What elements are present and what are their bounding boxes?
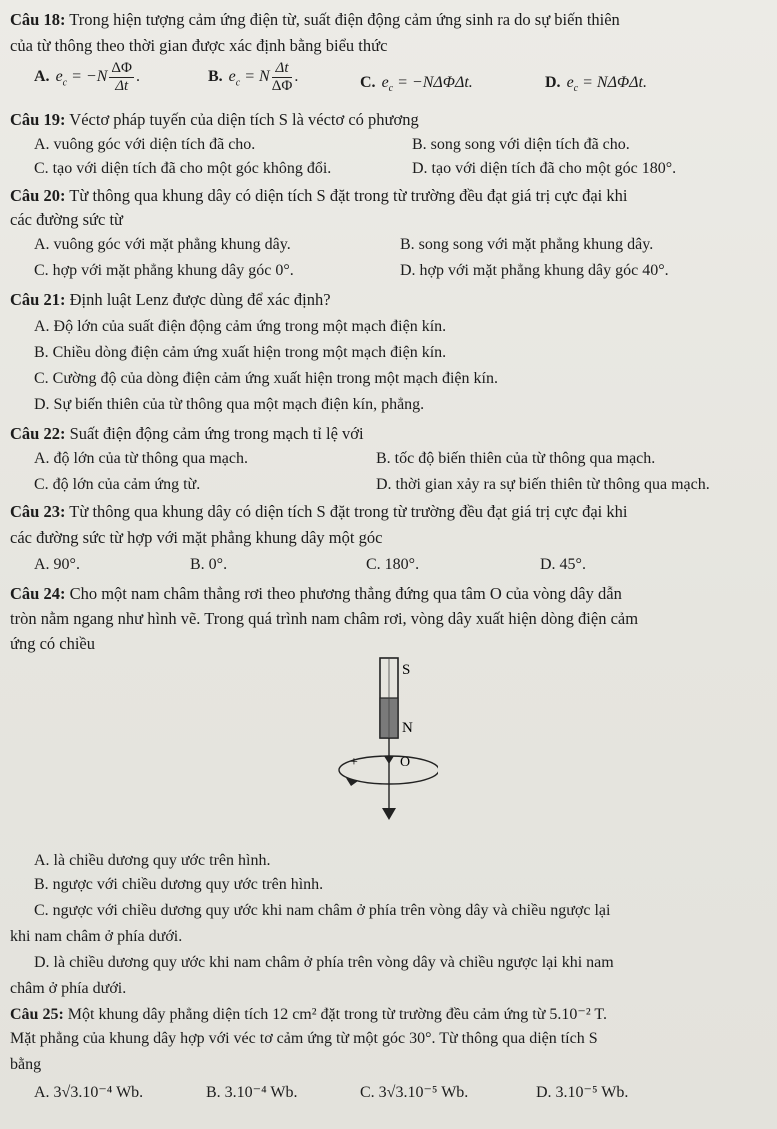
q23-option-b: B. 0°. bbox=[190, 556, 228, 573]
q19-option-d: D. tạo với diện tích đã cho một góc 180°. bbox=[412, 160, 677, 177]
q18-line2: của từ thông theo thời gian được xác định bằng biểu thức bbox=[10, 36, 388, 55]
q25-option-d: D. 3.10⁻⁵ Wb. bbox=[536, 1084, 629, 1101]
label-plus: + bbox=[350, 755, 358, 770]
q20-option-b: B. song song với mặt phẳng khung dây. bbox=[400, 236, 654, 253]
q18-option-b: B. $e_c = N$ $\frac{\Delta t}{\Delta\Phi}$ . bbox=[208, 60, 299, 94]
q19-option-a: A. vuông góc với diện tích đã cho. bbox=[34, 136, 256, 153]
q21-line1: Câu 21: Định luật Lenz được dùng để xác định? bbox=[10, 290, 331, 309]
q24-option-d-line1: D. là chiều dương quy ước khi nam châm ở phía trên vòng dây và chiều ngược lại khi nam bbox=[34, 954, 614, 971]
q23-option-a: A. 90°. bbox=[34, 556, 80, 573]
q22-option-c: C. độ lớn của cảm ứng từ. bbox=[34, 476, 201, 493]
q25-option-b: B. 3.10⁻⁴ Wb. bbox=[206, 1084, 298, 1101]
q24-line3: ứng có chiều bbox=[10, 634, 95, 653]
q20-option-d: D. hợp với mặt phẳng khung dây góc 40°. bbox=[400, 262, 669, 279]
q19-line1: Câu 19: Véctơ pháp tuyến của diện tích S là véctơ có phương bbox=[10, 110, 419, 129]
q19-option-c: C. tạo với diện tích đã cho một góc không đổi. bbox=[34, 160, 332, 177]
q18-option-c: C. $e_c = -N\Delta\Phi\Delta t$. bbox=[360, 74, 473, 95]
q22-option-a: A. độ lớn của từ thông qua mạch. bbox=[34, 450, 248, 467]
q22-option-d: D. thời gian xảy ra sự biến thiên từ thông qua mạch. bbox=[376, 476, 710, 493]
down-arrow-icon bbox=[382, 808, 396, 820]
q25-line1: Câu 25: Một khung dây phẳng diện tích 12 cm² đặt trong từ trường đều cảm ứng từ 5.10⁻² T. bbox=[10, 1006, 607, 1023]
q22-line1: Câu 22: Suất điện động cảm ứng trong mạch tỉ lệ với bbox=[10, 424, 364, 443]
q25-option-a: A. 3√3.10⁻⁴ Wb. bbox=[34, 1084, 144, 1101]
q25-line3: bằng bbox=[10, 1056, 42, 1073]
q18-option-d: D. $e_c = N\Delta\Phi\Delta t$. bbox=[545, 74, 647, 95]
q20-option-a: A. vuông góc với mặt phẳng khung dây. bbox=[34, 236, 291, 253]
q24-option-c-line1: C. ngược với chiều dương quy ước khi nam châm ở phía trên vòng dây và chiều ngược lại bbox=[34, 902, 611, 919]
q23-line1: Câu 23: Từ thông qua khung dây có diện tích S đặt trong từ trường đều đạt giá trị cực đại khi bbox=[10, 502, 628, 521]
q20-line1: Câu 20: Từ thông qua khung dây có diện tích S đặt trong từ trường đều đạt giá trị cực đại khi bbox=[10, 186, 628, 205]
q24-option-b: B. ngược với chiều dương quy ước trên hình. bbox=[34, 876, 324, 893]
q23-option-c: C. 180°. bbox=[366, 556, 420, 573]
fraction: $\frac{\Delta t}{\Delta\Phi}$ bbox=[271, 60, 293, 94]
q21-option-d: D. Sự biến thiên của từ thông qua một mạch điện kín, phẳng. bbox=[34, 396, 425, 413]
q24-line1: Câu 24: Cho một nam châm thẳng rơi theo phương thẳng đứng qua tâm O của vòng dây dẫn bbox=[10, 584, 622, 603]
q18-option-a: A. $e_c = -N$ $\frac{\Delta\Phi}{\Delta t}$ . bbox=[34, 60, 141, 94]
fraction: $\frac{\Delta\Phi}{\Delta t}$ bbox=[111, 60, 133, 94]
q18-title: Câu 18: bbox=[10, 10, 66, 29]
q19-option-b: B. song song với diện tích đã cho. bbox=[412, 136, 630, 153]
q24-line2: tròn nằm ngang như hình vẽ. Trong quá trình nam châm rơi, vòng dây xuất hiện dòng điện cảm bbox=[10, 609, 639, 628]
q21-option-a: A. Độ lớn của suất điện động cảm ứng trong một mạch điện kín. bbox=[34, 318, 447, 335]
q21-option-c: C. Cường độ của dòng điện cảm ứng xuất hiện trong một mạch điện kín. bbox=[34, 370, 498, 387]
magnet-diagram bbox=[318, 650, 438, 825]
q20-option-c: C. hợp với mặt phẳng khung dây góc 0°. bbox=[34, 262, 294, 279]
q23-line2: các đường sức từ hợp với mặt phẳng khung dây một góc bbox=[10, 528, 383, 547]
magnet-coil-figure bbox=[318, 650, 438, 825]
q22-option-b: B. tốc độ biến thiên của từ thông qua mạch. bbox=[376, 450, 656, 467]
label-o: O bbox=[400, 755, 411, 770]
q25-line2: Mặt phẳng của khung dây hợp với véc tơ cảm ứng từ một góc 30°. Từ thông qua diện tích S bbox=[10, 1030, 598, 1047]
label-s: S bbox=[402, 662, 411, 678]
q23-option-d: D. 45°. bbox=[540, 556, 586, 573]
q20-line2: các đường sức từ bbox=[10, 210, 123, 229]
q25-option-c: C. 3√3.10⁻⁵ Wb. bbox=[360, 1084, 469, 1101]
q24-option-d-line2: châm ở phía dưới. bbox=[10, 980, 127, 997]
q24-option-c-line2: khi nam châm ở phía dưới. bbox=[10, 928, 183, 945]
q24-option-a: A. là chiều dương quy ước trên hình. bbox=[34, 852, 271, 869]
q21-option-b: B. Chiều dòng điện cảm ứng xuất hiện trong một mạch điện kín. bbox=[34, 344, 447, 361]
label-n: N bbox=[402, 720, 413, 736]
q18-text: Trong hiện tượng cảm ứng điện từ, suất điện động cảm ứng sinh ra do sự biến thiên bbox=[65, 10, 620, 29]
q18-line1 bbox=[10, 10, 620, 30]
